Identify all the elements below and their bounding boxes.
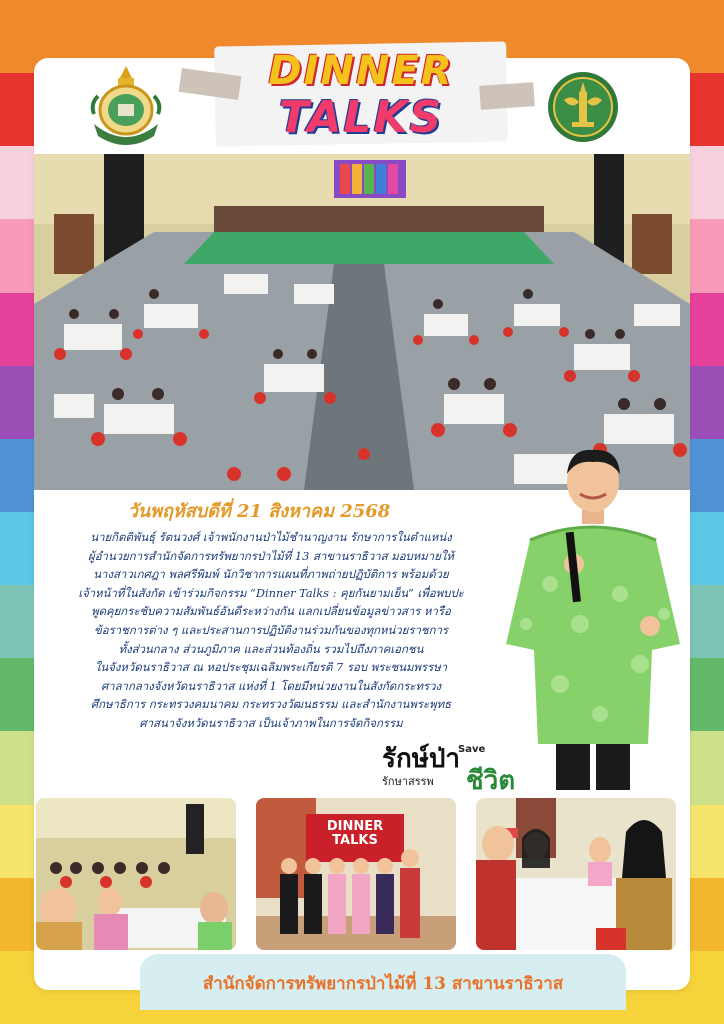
forest-department-emblem-icon bbox=[546, 70, 620, 144]
description-line: ในจังหวัดนราธิวาส ณ หอประชุมเฉลิมพระเกียรติ 7 รอบ พระชนมพรรษา bbox=[94, 660, 448, 675]
event-date: วันพฤหัสบดีที่ 21 สิงหาคม 2568 bbox=[127, 501, 391, 522]
description-line: ศาลากลางจังหวัดนราธิวาส แห่งที่ 1 โดยมีหน่วยงานในสังกัดกระทรวง bbox=[100, 678, 442, 693]
brand-life-text: ชีวิต bbox=[466, 766, 516, 796]
gallery-photo-3 bbox=[476, 798, 676, 950]
gallery-photo-1 bbox=[36, 798, 236, 950]
description-line: เจ้าหน้าที่ในสังกัด เข้าร่วมกิจกรรม “Dinner Talks : คุยกันยามเย็น” เพื่อพบปะ bbox=[78, 585, 464, 600]
province-seal-icon bbox=[88, 64, 164, 148]
save-forest-logo bbox=[382, 738, 522, 796]
description-line: ศาสนาจังหวัดนราธิวาส เป็นเจ้าภาพในการจัดกิจกรรม bbox=[139, 715, 403, 730]
title-dinner: DINNER bbox=[268, 48, 454, 94]
title-talks: TALKS bbox=[278, 92, 444, 143]
description-line: พูดคุยกระชับความสัมพันธ์อันดีระหว่างกัน แลกเปลี่ยนข้อมูลข่าวสาร หารือ bbox=[91, 604, 451, 619]
description-line: ข้อราชการต่าง ๆ และประสานการปฏิบัติงานร่วมกันของทุกหน่วยราชการ bbox=[93, 622, 449, 637]
description-line: นางสาวเกศฎา พลศรีพิมพ์ นักวิชาการแผนที่ภาพถ่ายปฏิบัติการ พร้อมด้วย bbox=[93, 567, 449, 582]
banner-talks-text: TALKS bbox=[332, 833, 378, 848]
description-line: ทั้งส่วนกลาง ส่วนภูมิภาค และส่วนท้องถิ่น รวมไปถึงภาคเอกชน bbox=[118, 641, 424, 656]
dinner-hall-photo bbox=[34, 154, 690, 490]
description-line: ศึกษาธิการ กระทรวงคมนาคม กระทรวงวัฒนธรรม และสำนักงานพระพุทธ bbox=[90, 697, 452, 712]
banner-dinner-text: DINNER bbox=[326, 819, 384, 834]
speaker-photo bbox=[500, 444, 686, 790]
description-line: นายกิตติพันธุ์ รัตนวงศ์ เจ้าพนักงานป่าไม้ชำนาญงาน รักษาการในตำแหน่ง bbox=[90, 530, 452, 544]
event-description bbox=[44, 528, 498, 733]
brand-save-text: Save bbox=[458, 744, 486, 755]
brand-main-text: รักษ์ป่า bbox=[382, 744, 460, 774]
gallery-photo-2 bbox=[256, 798, 456, 950]
brand-sub-text: รักษาสรรพ bbox=[382, 775, 434, 788]
footer-organization: สำนักจัดการทรัพยากรป่าไม้ที่ 13 สาขานราธิวาส bbox=[202, 974, 564, 994]
description-line: ผู้อำนวยการสำนักจัดการทรัพยากรป่าไม้ที่ 13 สาขานราธิวาส มอบหมายให้ bbox=[88, 548, 454, 563]
